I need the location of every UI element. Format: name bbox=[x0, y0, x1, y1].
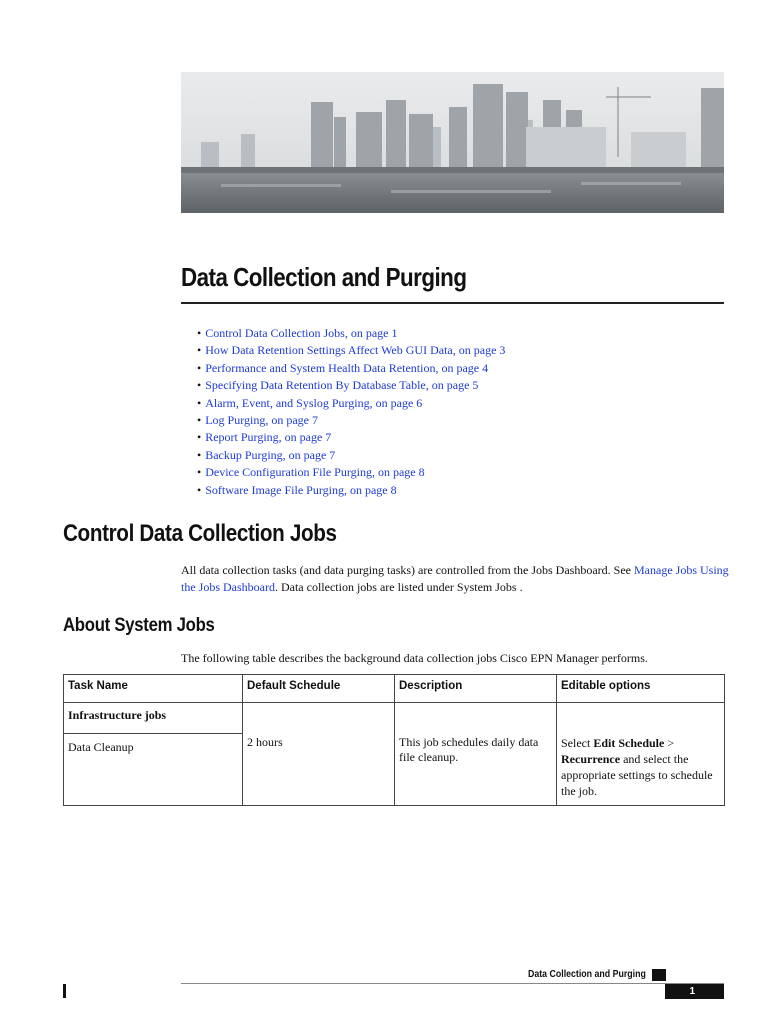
chapter-title: Data Collection and Purging bbox=[181, 262, 467, 292]
bullet: • bbox=[197, 447, 202, 462]
page-number: 1 bbox=[665, 984, 724, 999]
cell-text bbox=[561, 735, 720, 799]
table-group-row bbox=[64, 703, 725, 734]
bullet: • bbox=[197, 395, 202, 410]
paragraph-text: . Data collection jobs are listed under System Jobs . bbox=[274, 579, 523, 594]
manage-jobs-link[interactable]: Manage Jobs Using the Jobs Dashboard bbox=[181, 563, 729, 594]
editable-options-cell bbox=[557, 703, 725, 806]
toc-item bbox=[197, 325, 505, 342]
section-heading: Control Data Collection Jobs bbox=[63, 520, 337, 547]
column-header: Default Schedule bbox=[243, 675, 395, 703]
toc-item bbox=[197, 429, 505, 446]
toc-item bbox=[197, 412, 505, 429]
table-intro: The following table describes the background data collection jobs Cisco EPN Manager performs. bbox=[181, 651, 648, 665]
toc-link[interactable]: How Data Retention Settings Affect Web GUI Data, on page 3 bbox=[205, 343, 506, 358]
footer-divider bbox=[181, 983, 724, 984]
toc-link[interactable]: Control Data Collection Jobs, on page 1 bbox=[205, 326, 398, 340]
text: and select the appropriate settings to schedule the job. bbox=[561, 752, 713, 798]
edit-schedule-term: Edit Schedule bbox=[593, 736, 665, 750]
toc-item bbox=[197, 342, 505, 359]
toc-link[interactable]: Software Image File Purging, on page 8 bbox=[205, 482, 397, 497]
footer-left-marker bbox=[63, 984, 66, 998]
schedule-cell bbox=[243, 703, 395, 806]
toc-link[interactable]: Log Purging, on page 7 bbox=[205, 413, 318, 428]
column-header: Task Name bbox=[64, 675, 243, 703]
cell-text: 2 hours bbox=[247, 735, 283, 749]
bullet: • bbox=[197, 430, 202, 445]
toc-link[interactable]: Alarm, Event, and Syslog Purging, on page 6 bbox=[205, 395, 423, 410]
description-cell bbox=[395, 703, 557, 806]
bullet: • bbox=[197, 326, 202, 340]
bullet: • bbox=[197, 465, 202, 480]
text: Select bbox=[561, 736, 594, 750]
toc-link[interactable]: Device Configuration File Purging, on page 8 bbox=[205, 465, 425, 480]
toc-item bbox=[197, 360, 505, 377]
section-paragraph bbox=[181, 562, 729, 595]
toc-link[interactable]: Performance and System Health Data Retention, on page 4 bbox=[205, 360, 489, 375]
toc-link[interactable]: Backup Purging, on page 7 bbox=[205, 447, 336, 462]
chapter-toc bbox=[197, 325, 505, 499]
toc-item bbox=[197, 482, 505, 499]
column-header: Editable options bbox=[557, 675, 725, 703]
header-skyline-image bbox=[181, 72, 724, 213]
toc-item bbox=[197, 447, 505, 464]
task-name-cell: Data Cleanup bbox=[64, 734, 243, 806]
table-header-row bbox=[64, 675, 725, 703]
bullet: • bbox=[197, 482, 202, 497]
subsection-heading: About System Jobs bbox=[63, 615, 215, 636]
toc-link[interactable]: Specifying Data Retention By Database Table, on page 5 bbox=[205, 378, 479, 393]
cell-text: This job schedules daily data file cleanup. bbox=[399, 735, 539, 764]
text: > bbox=[664, 736, 675, 750]
title-divider bbox=[181, 302, 724, 304]
bullet: • bbox=[197, 378, 202, 393]
group-label: Infrastructure jobs bbox=[64, 703, 243, 734]
toc-item bbox=[197, 395, 505, 412]
toc-item bbox=[197, 464, 505, 481]
bullet: • bbox=[197, 413, 202, 428]
toc-link[interactable]: Report Purging, on page 7 bbox=[205, 430, 332, 445]
toc-item bbox=[197, 377, 505, 394]
system-jobs-table bbox=[63, 674, 725, 806]
recurrence-term: Recurrence bbox=[561, 752, 621, 766]
bullet: • bbox=[197, 343, 202, 358]
footer-marker bbox=[652, 969, 666, 981]
footer-chapter-title: Data Collection and Purging bbox=[528, 969, 646, 980]
bullet: • bbox=[197, 360, 202, 375]
column-header: Description bbox=[395, 675, 557, 703]
paragraph-text: All data collection tasks (and data purging tasks) are controlled from the Jobs Dashboard. See bbox=[181, 563, 634, 577]
